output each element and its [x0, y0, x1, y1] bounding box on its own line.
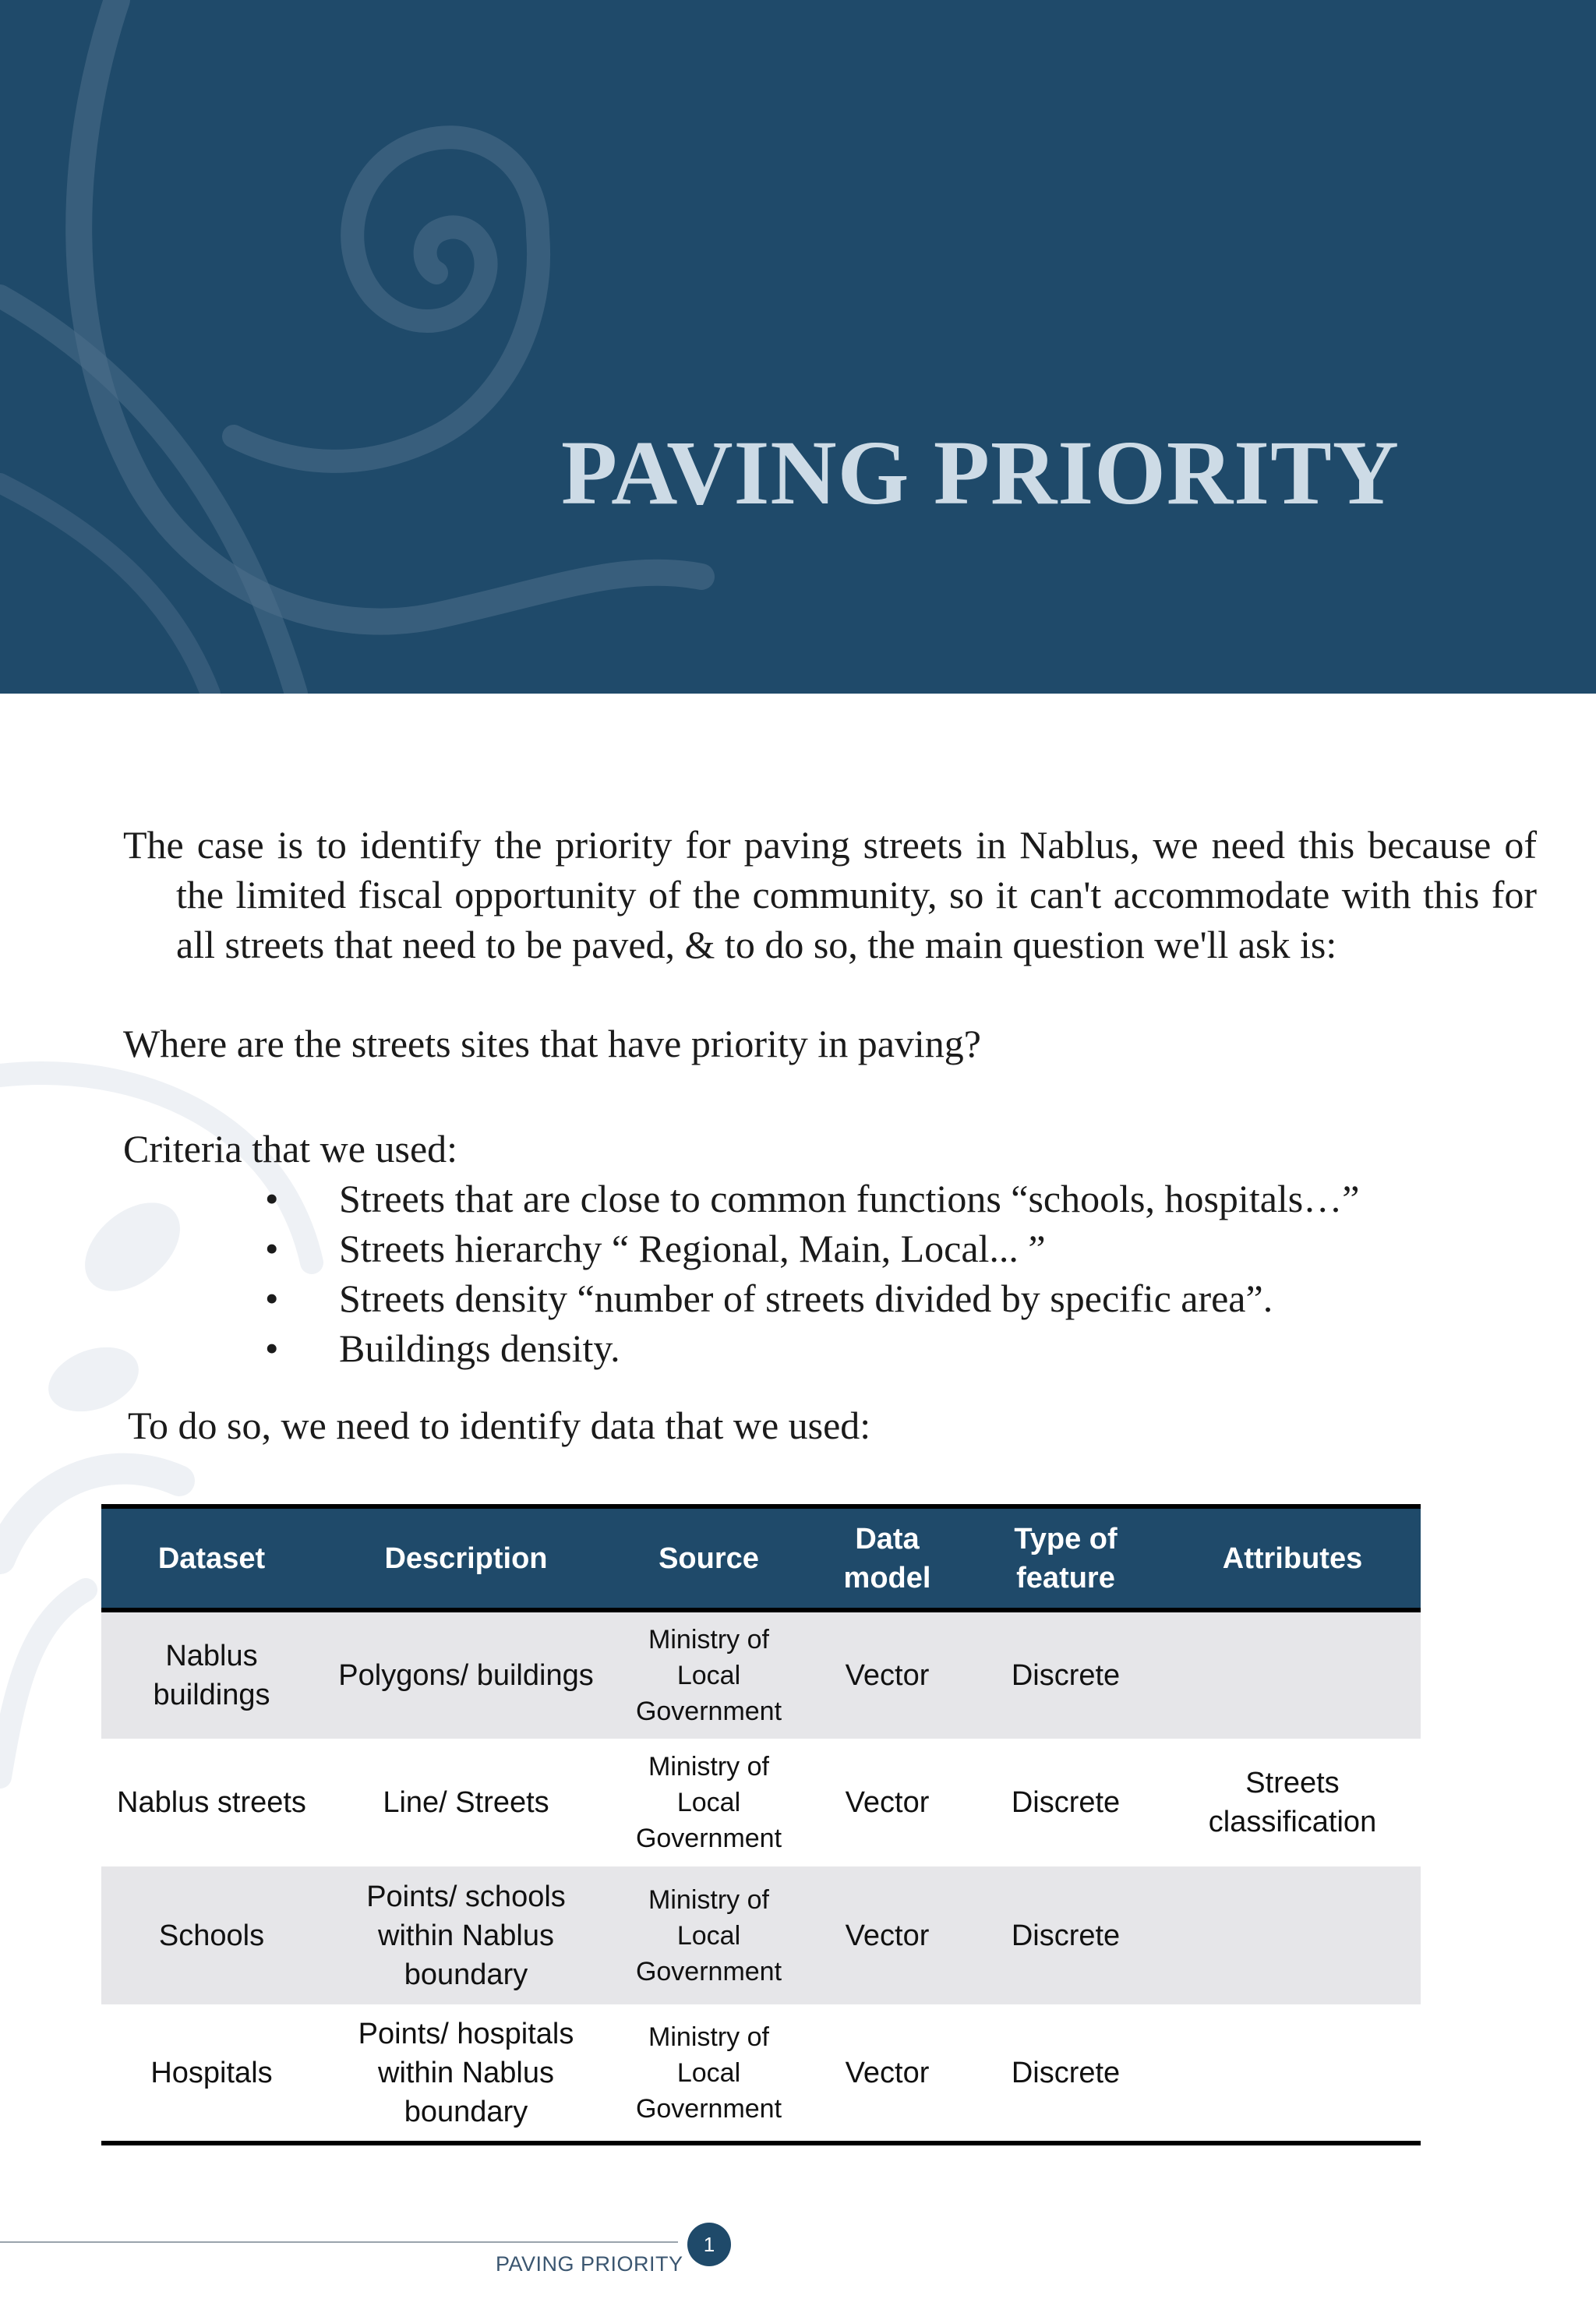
table-cell: Vector [807, 1610, 967, 1739]
table-cell: Polygons/ buildings [322, 1610, 610, 1739]
table-cell: Hospitals [101, 2004, 322, 2143]
table-cell: Ministry of Local Government [610, 1739, 807, 1866]
table-cell: Discrete [967, 1739, 1164, 1866]
table-row [101, 1610, 1421, 1739]
datasets-table [101, 1504, 1421, 2145]
footer-label: PAVING PRIORITY [496, 2252, 683, 2276]
footer-divider [0, 2241, 678, 2243]
header-banner [0, 0, 1596, 694]
table-cell [1164, 2004, 1421, 2143]
criteria-list [265, 1174, 1359, 1373]
bullet-icon: • [265, 1177, 279, 1220]
list-item [265, 1273, 1359, 1323]
list-item [265, 1224, 1359, 1273]
page-title: PAVING PRIORITY [560, 422, 1400, 524]
table-cell: Ministry of Local Government [610, 2004, 807, 2143]
decorative-swirl-icon [0, 0, 779, 694]
list-item-text: Streets that are close to common functions “schools, hospitals…” [339, 1177, 1360, 1220]
intro-paragraph: The case is to identify the priority for paving streets in Nablus, we need this because of the limited fiscal opportunity of the community, so it can't accommodate with this for all streets that need to be paved, & to do so, the main question we'll ask is: [123, 823, 1537, 966]
table-cell: Streets classification [1164, 1739, 1421, 1866]
table-row [101, 1739, 1421, 1866]
list-item [265, 1174, 1359, 1224]
table-cell: Discrete [967, 1610, 1164, 1739]
table-cell [1164, 1866, 1421, 2004]
table-cell: Vector [807, 2004, 967, 2143]
table-cell: Line/ Streets [322, 1739, 610, 1866]
list-item [265, 1323, 1359, 1373]
table-cell: Discrete [967, 2004, 1164, 2143]
table-cell: Vector [807, 1866, 967, 2004]
bullet-icon: • [265, 1227, 279, 1270]
table-cell: Ministry of Local Government [610, 1866, 807, 2004]
table-cell: Schools [101, 1866, 322, 2004]
bullet-icon: • [265, 1326, 279, 1370]
bullet-icon: • [265, 1277, 279, 1320]
list-item-text: Streets density “number of streets divided by specific area”. [339, 1277, 1273, 1320]
criteria-heading: Criteria that we used: [123, 1127, 458, 1171]
column-header: Attributes [1164, 1506, 1421, 1610]
table-row [101, 1866, 1421, 2004]
data-intro-line: To do so, we need to identify data that we used: [128, 1404, 871, 1447]
list-item-text: Buildings density. [339, 1326, 620, 1370]
main-question: Where are the streets sites that have priority in paving? [123, 1022, 981, 1065]
list-item-text: Streets hierarchy “ Regional, Main, Local... ” [339, 1227, 1046, 1270]
column-header: Source [610, 1506, 807, 1610]
table-cell: Vector [807, 1739, 967, 1866]
table-cell: Points/ schools within Nablus boundary [322, 1866, 610, 2004]
column-header: Dataset [101, 1506, 322, 1610]
table-cell: Nablus streets [101, 1739, 322, 1866]
page-number-badge: 1 [687, 2223, 731, 2266]
table-header-row [101, 1506, 1421, 1610]
column-header: Description [322, 1506, 610, 1610]
table-cell: Ministry of Local Government [610, 1610, 807, 1739]
table-cell: Discrete [967, 1866, 1164, 2004]
table-row [101, 2004, 1421, 2143]
column-header: Type of feature [967, 1506, 1164, 1610]
column-header: Data model [807, 1506, 967, 1610]
table-cell: Points/ hospitals within Nablus boundary [322, 2004, 610, 2143]
table-cell [1164, 1610, 1421, 1739]
table-cell: Nablus buildings [101, 1610, 322, 1739]
